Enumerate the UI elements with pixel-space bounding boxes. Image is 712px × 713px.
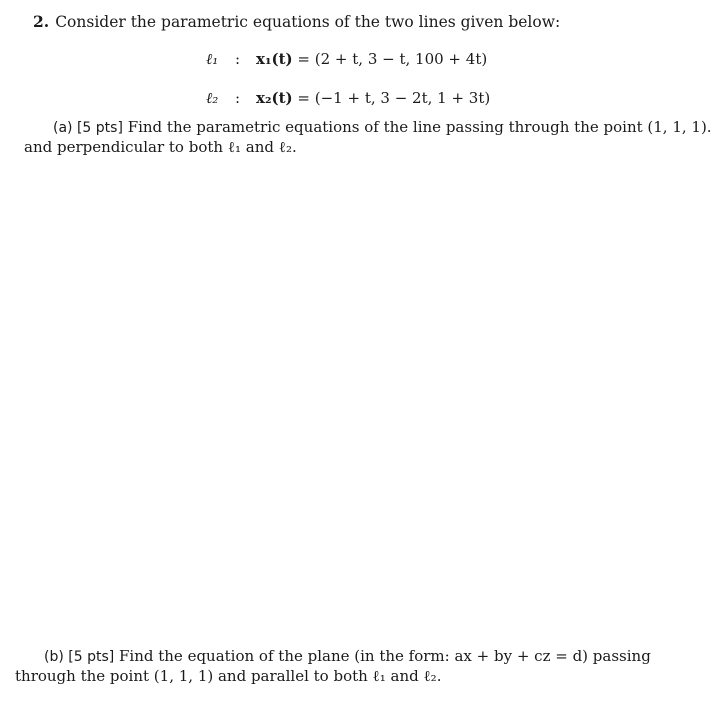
- line-1-rhs: = (2 + t, 3 − t, 100 + 4t): [297, 50, 488, 68]
- line-2-rhs: = (−1 + t, 3 − 2t, 1 + 3t): [297, 89, 491, 107]
- line-2-label: ℓ₂: [206, 89, 219, 107]
- line-2-equation: [256, 89, 490, 107]
- part-a-label: (a) [5 pts]: [53, 120, 123, 136]
- problem-statement: [33, 12, 560, 31]
- line-2-colon: :: [235, 89, 241, 107]
- part-b-label: (b) [5 pts]: [44, 649, 115, 665]
- line-1-label: ℓ₁: [206, 50, 219, 68]
- problem-number: 2.: [33, 12, 50, 31]
- line-1-colon: :: [235, 50, 241, 68]
- line-2-lhs: x₂(t): [256, 89, 293, 107]
- part-b-line-2: through the point (1, 1, 1) and parallel to both ℓ₁ and ℓ₂.: [15, 667, 442, 685]
- line-1-equation: [256, 50, 487, 68]
- part-a-text-1: Find the parametric equations of the line passing through the point (1, 1, 1).: [127, 118, 712, 136]
- part-b-line-1: [44, 647, 651, 665]
- part-b-text-1: Find the equation of the plane (in the form: ax + by + cz = d) passing: [119, 647, 651, 665]
- part-a-line-1: [53, 118, 712, 136]
- line-1-lhs: x₁(t): [256, 50, 293, 68]
- problem-intro-text: Consider the parametric equations of the two lines given below:: [55, 13, 561, 31]
- part-a-line-2: and perpendicular to both ℓ₁ and ℓ₂.: [24, 138, 297, 156]
